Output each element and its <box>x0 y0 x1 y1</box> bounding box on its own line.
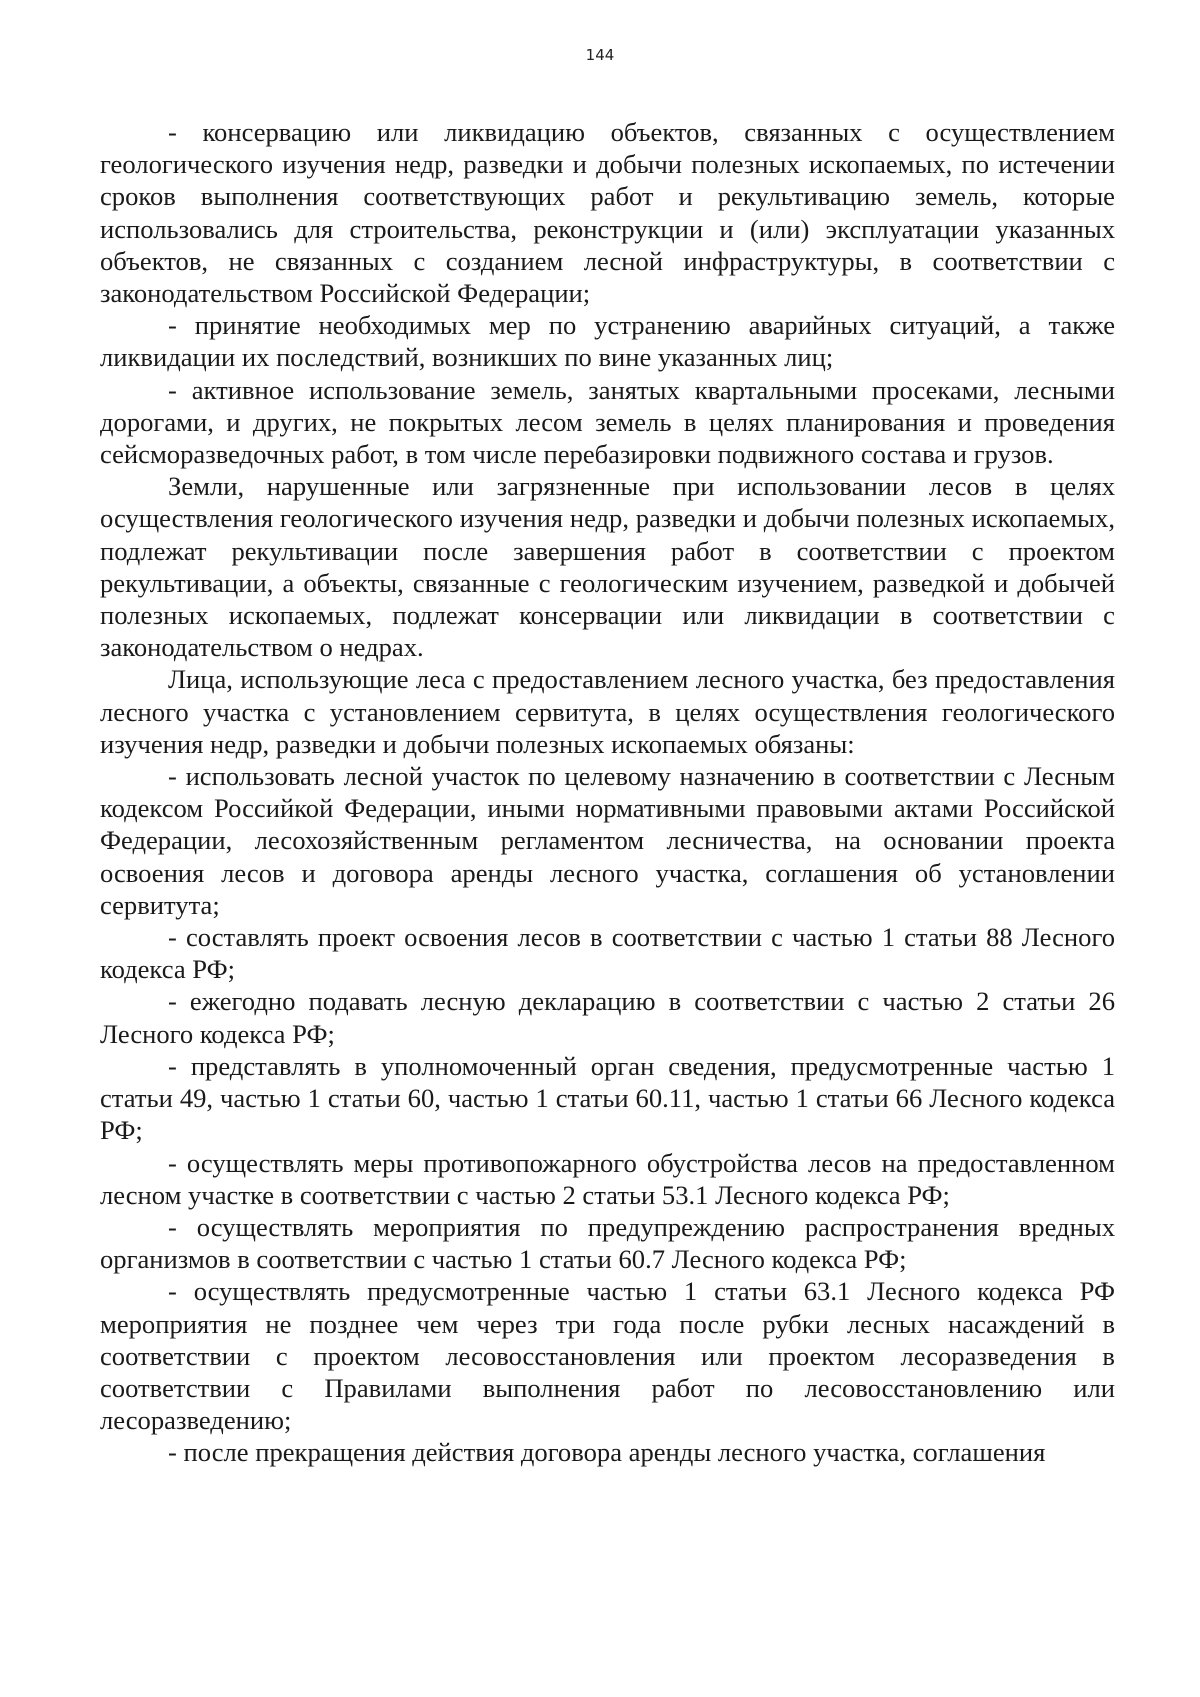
paragraph-use-purpose: - использовать лесной участок по целевому назначению в соответствии с Лесным кодексом Российкой Федерации, иными нормативными правовыми актами Российской Федерации, лесохозяйственным регламентом лесничества, на основании проекта освоения лесов и договора аренды лесного участка, соглашения об установлении сервитута; <box>100 761 1115 920</box>
paragraph-conservation: - консервацию или ликвидацию объектов, связанных с осуществлением геологического изучения недр, разведки и добычи полезных ископаемых, по истечении сроков выполнения соответствующих работ и рекультивацию земель, которые использовались для строительства, реконструкции и (или) эксплуатации указанных объектов, не связанных с созданием лесной инфраструктуры, в соответствии с законодательством Российской Федерации; <box>100 117 1115 309</box>
page-number: 144 <box>585 46 615 64</box>
paragraph-development-project: - составлять проект освоения лесов в соответствии с частью 1 статьи 88 Лесного кодекса РФ; <box>100 922 1115 985</box>
document-body <box>100 116 1115 1469</box>
paragraph-report-info: - представлять в уполномоченный орган сведения, предусмотренные частью 1 статьи 49, частью 1 статьи 60, частью 1 статьи 60.11, частью 1 статьи 66 Лесного кодекса РФ; <box>100 1050 1115 1146</box>
paragraph-fire-prevention: - осуществлять меры противопожарного обустройства лесов на предоставленном лесном участке в соответствии с частью 2 статьи 53.1 Лесного кодекса РФ; <box>100 1147 1115 1210</box>
paragraph-forest-declaration: - ежегодно подавать лесную декларацию в соответствии с частью 2 статьи 26 Лесного кодекса РФ; <box>100 986 1115 1049</box>
paragraph-emergency-measures: - принятие необходимых мер по устранению аварийных ситуаций, а также ликвидации их последствий, возникших по вине указанных лиц; <box>100 310 1115 373</box>
paragraph-land-use: - активное использование земель, занятых квартальными просеками, лесными дорогами, и других, не покрытых лесом земель в целях планирования и проведения сейсморазведочных работ, в том числе перебазировки подвижного состава и грузов. <box>100 374 1115 470</box>
paragraph-obligations-intro: Лица, использующие леса с предоставлением лесного участка, без предоставления лесного участка с установлением сервитута, в целях осуществления геологического изучения недр, разведки и добычи полезных ископаемых обязаны: <box>100 664 1115 759</box>
paragraph-pest-prevention: - осуществлять мероприятия по предупреждению распространения вредных организмов в соответствии с частью 1 статьи 60.7 Лесного кодекса РФ; <box>100 1211 1115 1275</box>
paragraph-recultivation: Земли, нарушенные или загрязненные при использовании лесов в целях осуществления геологического изучения недр, разведки и добычи полезных ископаемых, подлежат рекультивации после завершения работ в соответствии с проектом рекультивации, а объекты, связанные с геологическим изучением, разведкой и добычей полезных ископаемых, подлежат консервации или ликвидации в соответствии с законодательством о недрах. <box>100 471 1115 663</box>
paragraph-reforestation: - осуществлять предусмотренные частью 1 статьи 63.1 Лесного кодекса РФ мероприятия не позднее чем через три года после рубки лесных насаждений в соответствии с проектом лесовосстановления или проектом лесоразведения в соответствии с Правилами выполнения работ по лесовосстановлению или лесоразведению; <box>100 1276 1115 1436</box>
paragraph-lease-termination: - после прекращения действия договора аренды лесного участка, соглашения <box>168 1437 1046 1468</box>
